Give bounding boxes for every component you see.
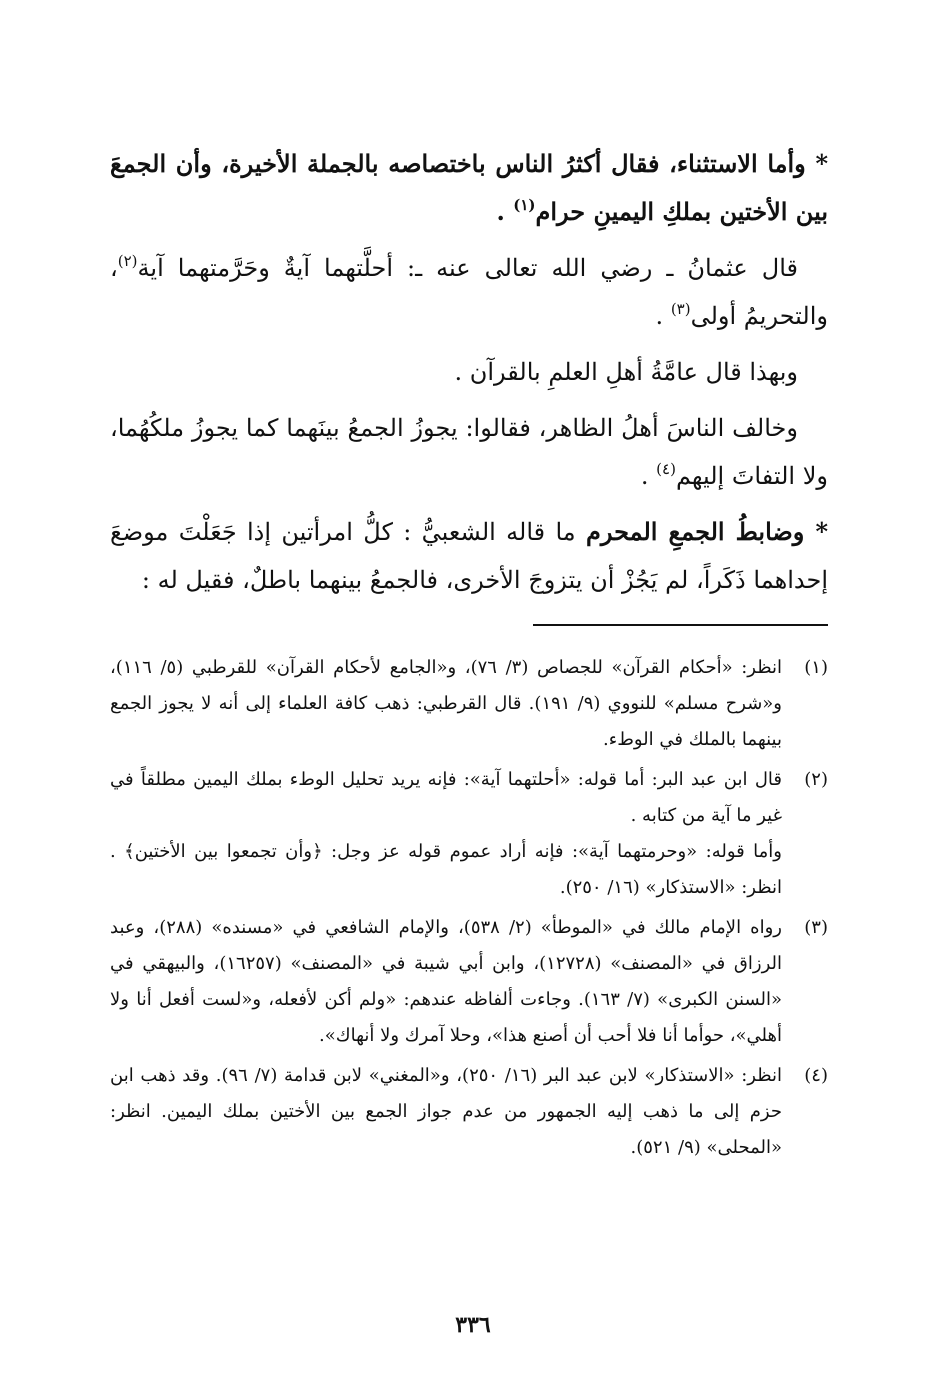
footnote-divider [533,624,828,626]
footnote-4 [110,1058,828,1166]
footnote-text: وأما قوله: «وحرمتهما آية»: فإنه أراد عموم قوله عز وجل: ﴿وأن تجمعوا بين الأختين﴾ . انظر: «الاستذكار» (١٦/ ٢٥٠). [110,841,782,898]
footnote-3 [110,910,828,1054]
footnote-body [110,762,782,906]
paragraph-zahiris [110,404,828,500]
footnote-ref-3[interactable]: (٣) [670,300,691,318]
paragraph-text: * وأما الاستثناء، فقال أكثرُ الناس باختصاصه بالجملة الأخيرة، وأن الجمعَ بين الأختين بملكِ اليمينِ حرام [110,149,828,226]
footnote-ref-4[interactable]: (٤) [656,460,676,478]
footnote-2 [110,762,828,906]
paragraph-text: ، والتحريمُ أولى [110,254,828,330]
footnote-number: (٢) [804,769,828,790]
paragraph-rule [110,508,828,604]
main-text [110,140,828,604]
paragraph-tail: . [640,462,657,490]
paragraph-text: قال عثمانُ ـ رضي الله تعالى عنه ـ: أحلَّتهما آيةٌ وحَرَّمتهما آية [137,254,798,282]
footnote-1 [110,650,828,758]
paragraph-text: وخالف الناسَ أهلُ الظاهر، فقالوا: يجوزُ الجمعُ بينَهما كما يجوزُ ملكُهُما، ولا التفاتَ إليهم [110,414,828,490]
footnote-ref-1[interactable]: (١) [513,196,536,214]
paragraph-scholars: وبهذا قال عامَّةُ أهلِ العلمِ بالقرآن . [454,358,798,386]
footnote-body [110,650,782,758]
footnote-text: انظر: «الاستذكار» لابن عبد البر (١٦/ ٢٥٠)، و«المغني» لابن قدامة (٧/ ٩٦). وقد ذهب ابن حزم إلى ما ذهب إليه الجمهور من عدم جواز الجمع بين الأختين بملك اليمين. انظر: «المحلى» (٩/ ٥٢١). [110,1065,782,1158]
footnote-body [110,1058,782,1166]
paragraph-lead: * وضابطُ الجمعِ المحرم [585,517,828,546]
footnotes [110,650,828,1166]
footnote-ref-2[interactable]: (٢) [117,252,138,270]
page-content [110,140,828,1170]
paragraph-tail: . [655,302,671,330]
footnote-body [110,910,782,1054]
page-number: ٣٣٦ [455,1312,491,1338]
paragraph-text: ما قاله الشعبيُّ : كلُّ امرأتين إذا جَعَلْتَ موضعَ إحداهما ذَكَراً، لم يَجُزْ أن يتزوجَ الأخرى، فالجمعُ بينهما باطلٌ، فقيل له : [110,518,828,594]
paragraph-tail: . [496,197,514,226]
footnote-number: (٣) [804,917,828,938]
footnote-number: (٤) [804,1065,828,1086]
paragraph-uthman [110,244,828,340]
footnote-text: انظر: «أحكام القرآن» للجصاص (٣/ ٧٦)، و«الجامع لأحكام القرآن» للقرطبي (٥/ ١١٦)، و«شرح مسلم» للنووي (٩/ ١٩١). قال القرطبي: ذهب كافة العلماء إلى أنه لا يجوز الجمع بينهما بالملك في الوطء. [110,657,782,750]
paragraph-exception [110,140,828,236]
footnote-text: رواه الإمام مالك في «الموطأ» (٢/ ٥٣٨)، والإمام الشافعي في «مسنده» (٢٨٨)، وعبد الرزاق في «المصنف» (١٢٧٢٨)، وابن أبي شيبة في «المصنف» (١٦٢٥٧)، والبيهقي في «السنن الكبرى» (٧/ ١٦٣). وجاءت ألفاظه عندهم: «ولم أكن لأفعله، و«لست أفعل أنا ولا أهلي»، حوأما أنا فلا أحب أن أصنع هذا»، وحلا آمرك ولا أنهاك». [110,917,783,1046]
footnote-text: قال ابن عبد البر: أما قوله: «أحلتهما آية»: فإنه يريد تحليل الوطء بملك اليمين مطلقاً في غير ما آية من كتابه . [110,769,782,826]
footnote-number: (١) [804,657,828,678]
